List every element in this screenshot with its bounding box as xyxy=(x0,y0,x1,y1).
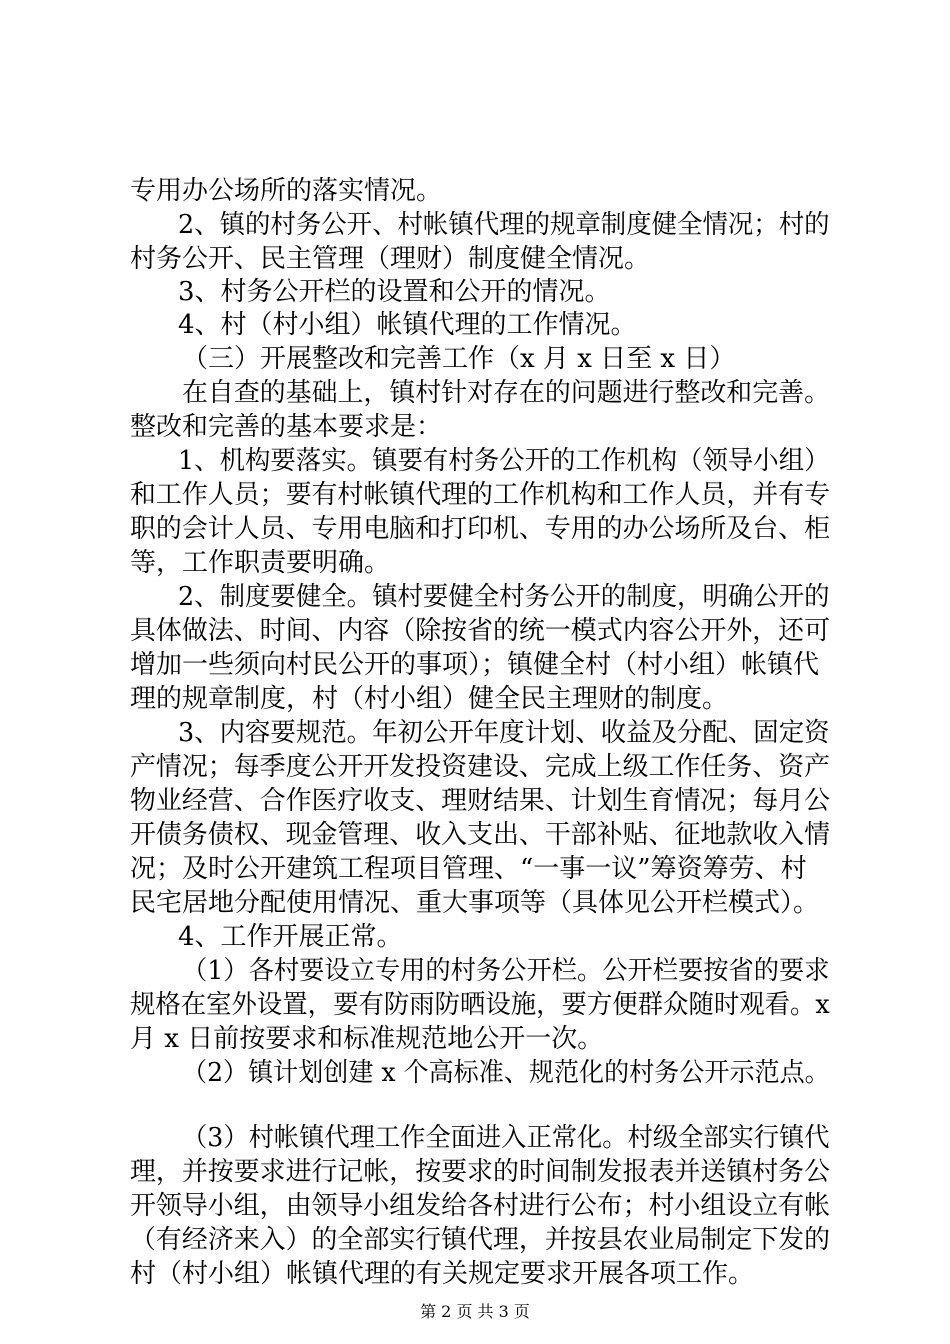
text-line: 4、工作开展正常。 xyxy=(178,922,403,952)
text-line: 等，工作职责要明确。 xyxy=(130,548,391,578)
text-line: 规格在室外设置，要有防雨防晒设施，要方便群众随时观看。x xyxy=(130,990,830,1020)
section-heading: （三）开展整改和完善工作（x 月 x 日至 x 日） xyxy=(182,344,736,374)
text-line: 专用办公场所的落实情况。 xyxy=(130,176,443,206)
text-line: 开领导小组，由领导小组发给各村进行公布；村小组设立有帐 xyxy=(130,1191,831,1221)
text-line: 2、镇的村务公开、村帐镇代理的规章制度健全情况；村的 xyxy=(178,210,830,240)
text-line: 理的规章制度，村（村小组）健全民主理财的制度。 xyxy=(130,684,729,714)
text-line: （3）村帐镇代理工作全面进入正常化。村级全部实行镇代 xyxy=(182,1123,830,1153)
text-line: 整改和完善的基本要求是： xyxy=(130,412,443,442)
text-line: 村（村小组）帐镇代理的有关规定要求开展各项工作。 xyxy=(130,1259,755,1289)
text-line: 2、制度要健全。镇村要健全村务公开的制度，明确公开的 xyxy=(178,582,830,612)
page-number-footer: 第 2 页 共 3 页 xyxy=(420,1302,530,1321)
text-line: 具体做法、时间、内容（除按省的统一模式内容公开外，还可 xyxy=(130,616,831,646)
text-line: 3、内容要规范。年初公开年度计划、收益及分配、固定资 xyxy=(178,718,830,748)
text-line: 4、村（村小组）帐镇代理的工作情况。 xyxy=(178,310,637,340)
text-line: 民宅居地分配使用情况、重大事项等（具体见公开栏模式）。 xyxy=(130,888,820,918)
text-line: 1、机构要落实。镇要有村务公开的工作机构（领导小组） xyxy=(178,446,830,476)
text-line: 3、村务公开栏的设置和公开的情况。 xyxy=(178,277,611,307)
text-line: 开债务债权、现金管理、收入支出、干部补贴、征地款收入情 xyxy=(130,820,831,850)
text-line: （1）各村要设立专用的村务公开栏。公开栏要按省的要求 xyxy=(182,956,830,986)
text-line: 增加一些须向村民公开的事项）；镇健全村（村小组）帐镇代 xyxy=(130,650,820,680)
text-line: 和工作人员；要有村帐镇代理的工作机构和工作人员，并有专 xyxy=(130,480,831,510)
text-line: 在自查的基础上，镇村针对存在的问题进行整改和完善。 xyxy=(182,378,831,408)
text-line: 村务公开、民主管理（理财）制度健全情况。 xyxy=(130,244,651,274)
text-line: 物业经营、合作医疗收支、理财结果、计划生育情况；每月公 xyxy=(130,786,831,816)
text-line: 月 x 日前按要求和标准规范地公开一次。 xyxy=(130,1024,604,1054)
text-line: （有经济来入）的全部实行镇代理，并按县农业局制定下发的 xyxy=(130,1225,831,1255)
text-line: 理，并按要求进行记帐，按要求的时间制发报表并送镇村务公 xyxy=(130,1157,831,1187)
text-line: 产情况；每季度公开开发投资建设、完成上级工作任务、资产 xyxy=(130,752,831,782)
text-line: 况；及时公开建筑工程项目管理、“一事一议”筹资筹劳、村 xyxy=(130,854,807,884)
text-line: （2）镇计划创建 x 个高标准、规范化的村务公开示范点。 xyxy=(182,1058,830,1088)
text-line: 职的会计人员、专用电脑和打印机、专用的办公场所及台、柜 xyxy=(130,514,831,544)
